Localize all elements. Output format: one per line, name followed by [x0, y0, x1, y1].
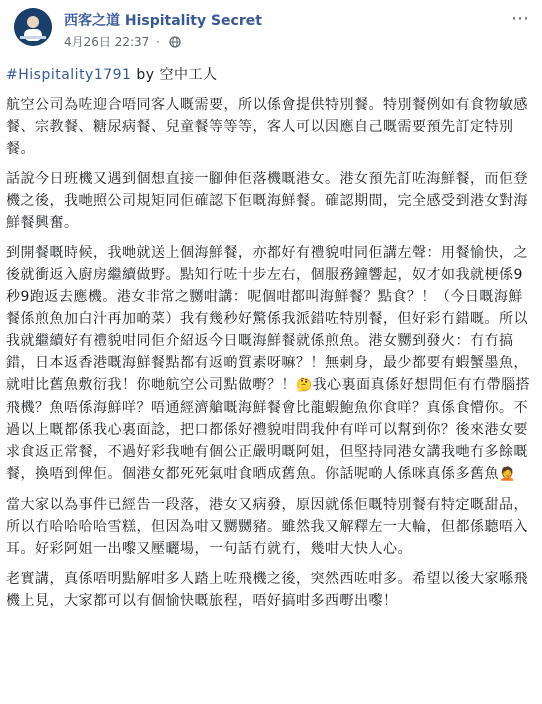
globe-icon[interactable] — [169, 36, 181, 51]
paragraph-4: 當大家以為事件已經告一段落，港女又病發，原因就係佢嘅特別餐有特定嘅甜品，所以冇哈哈哈哈雪糕，但因為咁又嬲嬲豬。雖然我又解釋左一大輪，但都係聽唔入耳。好彩阿姐一出嚟又壓曬場，一句話冇就冇，幾咁大快人心。 — [6, 497, 528, 557]
paragraph-3-continued: 我心裏面真係好想問佢有冇帶腦搭飛機？魚唔係海鮮咩？唔通經濟艙嘅海鮮餐會比龍蝦鮑魚你食咩？真係食懵你。不過以上嘅都係我心裏面諗，把口都係好禮貌咁問我仲有咩可以幫到你？後來港女要求食返正常餐，不過好彩我哋有個公正嚴明嘅阿姐，但堅持同港女講我哋冇多餘嘅餐，換唔到俾佢。個港女都死死氣咁食晒成舊魚。你話呢啲人係咪真係多舊魚 — [6, 377, 531, 482]
post-content — [6, 64, 532, 620]
post-meta — [64, 33, 181, 51]
post-tagline — [6, 64, 532, 86]
thinking-emoji-icon: 🤔 — [296, 378, 313, 393]
post-time[interactable]: 22:37 — [114, 35, 150, 49]
meta-separator: · — [156, 35, 160, 49]
more-options-icon[interactable]: ⋯ — [511, 8, 530, 29]
facepalm-emoji-icon: 🤦 — [499, 467, 516, 482]
page-avatar[interactable] — [14, 8, 52, 46]
paragraph-5: 老實講，真係唔明點解咁多人踏上咗飛機之後，突然西咗咁多。希望以後大家喺飛機上見，大家都可以有個愉快嘅旅程，唔好搞咁多西嘢出嚟！ — [6, 571, 528, 609]
paragraph-2: 話說今日班機又遇到個想直接一腳伸佢落機嘅港女。港女預先訂咗海鮮餐，而佢登機之後，我哋照公司規矩同佢確認下佢嘅海鮮餐。確認期間，完全感受到港女對海鮮餐興奮。 — [6, 171, 528, 231]
post-date[interactable]: 4月26日 — [64, 35, 111, 49]
paragraph-3 — [6, 242, 532, 486]
author-credit: by 空中工人 — [131, 67, 218, 83]
paragraph-1: 航空公司為咗迎合唔同客人嘅需要，所以係會提供特別餐。特別餐例如有食物敏感餐、宗教餐、糖尿病餐、兒童餐等等等，客人可以因應自己嘅需要預先訂定特別餐。 — [6, 97, 528, 157]
hashtag-link[interactable]: #Hispitality1791 — [6, 67, 132, 83]
page-name-link[interactable]: 西客之道 Hispitality Secret — [64, 13, 262, 29]
page-logo-icon — [14, 8, 52, 46]
post-header — [0, 0, 542, 56]
paragraph-3-text: 到開餐嘅時候，我哋就送上個海鮮餐，亦都好有禮貌咁同佢講左聲：用餐愉快，之後就衝返入廚房繼續做野。點知行咗十步左右，個服務鐘響起，奴才如我就梗係9秒9跑返去應機。港女非常之嬲咁講：呢個咁都叫海鮮餐？點食？！（今日嘅海鮮餐係煎魚加白汁再加啲菜）我有幾秒好驚係我派錯咗特別餐，但好彩冇錯嘅。所以我就繼續好有禮貌咁同佢介紹返今日嘅海鮮餐就係煎魚。港女嬲到發火：冇冇搞錯，日本返香港嘅海鮮餐點都有返啲質素呀嘛？！無刺身，最少都要有蝦蟹墨魚，就咁比舊魚敷衍我！你哋航空公司點做嘢？！ — [6, 245, 528, 393]
